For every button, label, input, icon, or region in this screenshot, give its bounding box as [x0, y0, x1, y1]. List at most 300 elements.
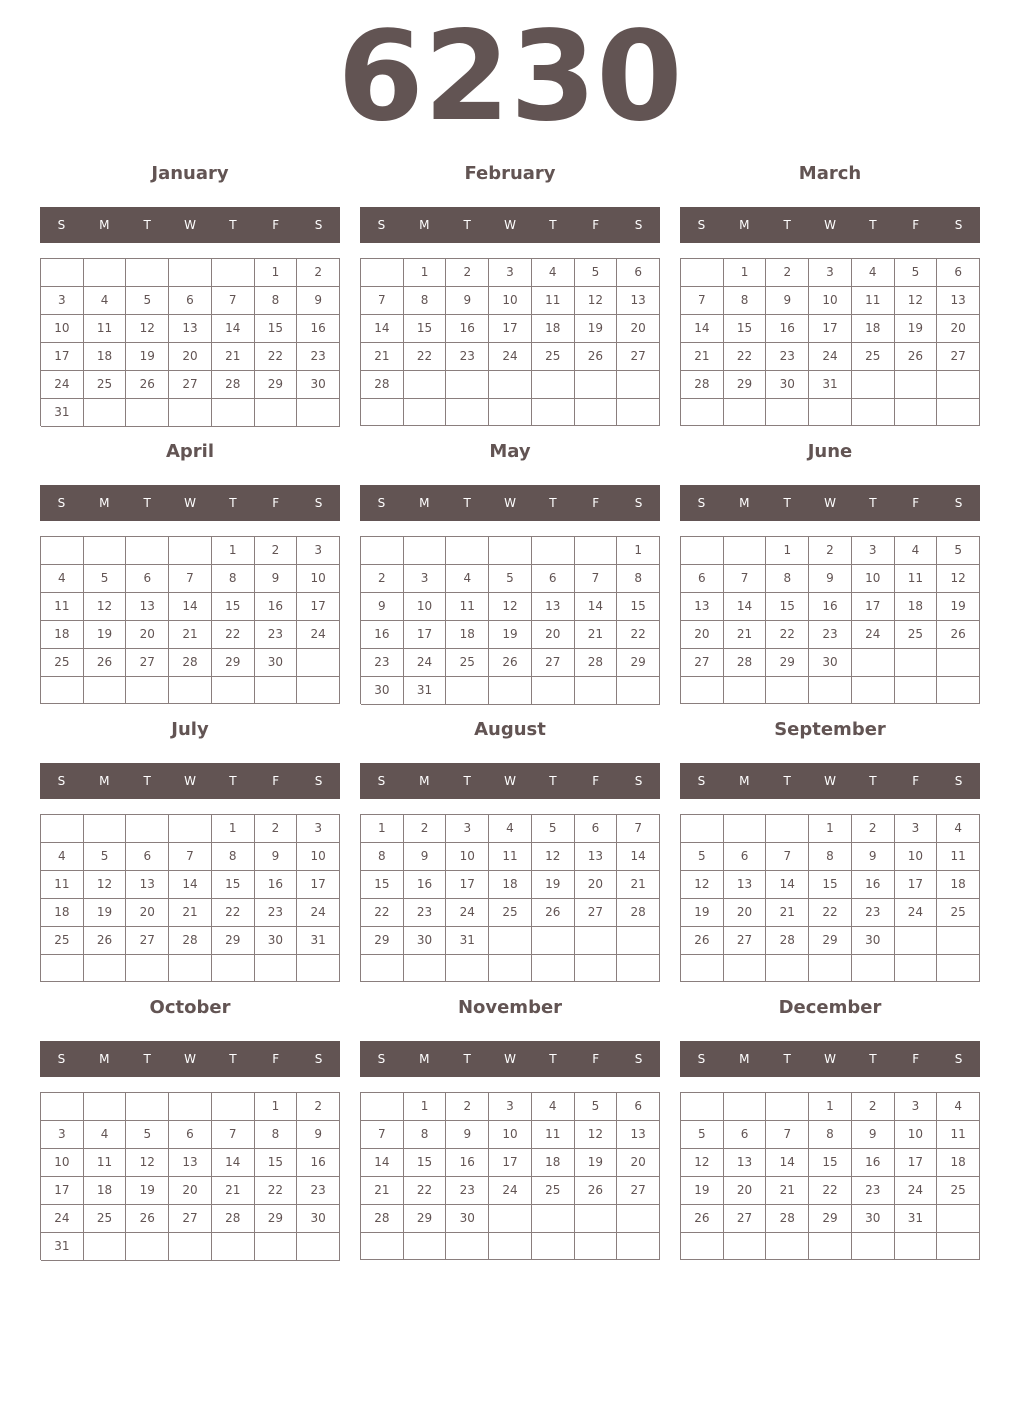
day-cell: 24 [404, 649, 447, 677]
day-cell: 26 [84, 649, 127, 677]
day-cell: 19 [575, 315, 618, 343]
weekday-label: F [272, 496, 280, 510]
day-cell: 12 [937, 565, 980, 593]
weekday-label: M [99, 774, 110, 788]
day-cell: 10 [895, 1121, 938, 1149]
day-cell: 25 [852, 343, 895, 371]
day-cell: 22 [404, 1177, 447, 1205]
weekday-header [680, 1041, 980, 1077]
month-name: August [474, 719, 546, 740]
empty-cell [169, 815, 212, 843]
empty-cell [809, 677, 852, 704]
weekday-label: S [634, 1052, 643, 1066]
days-grid [360, 1092, 660, 1260]
empty-cell [212, 1233, 255, 1261]
day-cell: 21 [724, 621, 767, 649]
day-cell: 18 [937, 1149, 980, 1177]
empty-cell [937, 955, 980, 982]
empty-cell [361, 1233, 404, 1260]
day-cell: 9 [766, 287, 809, 315]
day-cell: 21 [212, 343, 255, 371]
day-cell: 30 [766, 371, 809, 399]
day-cell: 27 [126, 649, 169, 677]
day-cell: 20 [532, 621, 575, 649]
weekday-label: T [463, 774, 471, 788]
day-cell: 7 [766, 1121, 809, 1149]
day-cell: 24 [489, 343, 532, 371]
day-cell: 20 [575, 871, 618, 899]
day-cell: 23 [255, 621, 298, 649]
empty-cell [126, 815, 169, 843]
day-cell: 28 [617, 899, 660, 927]
day-cell: 23 [852, 899, 895, 927]
day-cell: 22 [212, 899, 255, 927]
day-cell: 6 [617, 259, 660, 287]
day-cell: 24 [41, 371, 84, 399]
empty-cell [41, 1093, 84, 1121]
empty-cell [212, 955, 255, 982]
day-cell: 1 [212, 537, 255, 565]
day-cell: 1 [404, 259, 447, 287]
weekday-label: F [912, 774, 920, 788]
day-cell: 4 [84, 287, 127, 315]
day-cell: 6 [575, 815, 618, 843]
day-cell: 15 [617, 593, 660, 621]
weekday-label: S [57, 774, 66, 788]
day-cell: 21 [361, 1177, 404, 1205]
day-cell: 16 [297, 315, 340, 343]
day-cell: 10 [297, 565, 340, 593]
month-name: November [457, 997, 563, 1018]
empty-cell [575, 677, 618, 705]
day-cell: 17 [489, 1149, 532, 1177]
day-cell: 26 [84, 927, 127, 955]
day-cell: 10 [809, 287, 852, 315]
day-cell: 8 [404, 287, 447, 315]
weekday-label: S [57, 218, 66, 232]
day-cell: 31 [41, 399, 84, 427]
weekday-label: T [549, 774, 557, 788]
empty-cell [169, 955, 212, 982]
day-cell: 19 [681, 899, 724, 927]
day-cell: 28 [212, 1205, 255, 1233]
empty-cell [681, 537, 724, 565]
day-cell: 11 [895, 565, 938, 593]
day-cell: 13 [681, 593, 724, 621]
day-cell: 17 [489, 315, 532, 343]
day-cell: 16 [361, 621, 404, 649]
day-cell: 29 [361, 927, 404, 955]
day-cell: 8 [809, 1121, 852, 1149]
month-name: July [171, 719, 209, 740]
day-cell: 20 [169, 343, 212, 371]
day-cell: 9 [255, 843, 298, 871]
day-cell: 24 [41, 1205, 84, 1233]
day-cell: 27 [681, 649, 724, 677]
day-cell: 7 [617, 815, 660, 843]
day-cell: 21 [681, 343, 724, 371]
day-cell: 18 [532, 315, 575, 343]
day-cell: 23 [297, 1177, 340, 1205]
weekday-label: T [143, 496, 151, 510]
day-cell: 23 [809, 621, 852, 649]
day-cell: 24 [489, 1177, 532, 1205]
weekday-label: M [99, 218, 110, 232]
day-cell: 2 [404, 815, 447, 843]
empty-cell [681, 259, 724, 287]
day-cell: 27 [617, 343, 660, 371]
empty-cell [255, 1233, 298, 1261]
day-cell: 3 [489, 259, 532, 287]
days-grid [40, 258, 340, 426]
empty-cell [297, 955, 340, 982]
month-name: February [464, 163, 556, 184]
day-cell: 28 [681, 371, 724, 399]
weekday-label: F [592, 218, 600, 232]
day-cell: 16 [766, 315, 809, 343]
weekday-label: M [739, 1052, 750, 1066]
day-cell: 14 [212, 1149, 255, 1177]
day-cell: 12 [895, 287, 938, 315]
day-cell: 23 [297, 343, 340, 371]
empty-cell [212, 677, 255, 704]
weekday-label: S [954, 218, 963, 232]
empty-cell [681, 677, 724, 704]
day-cell: 25 [895, 621, 938, 649]
day-cell: 22 [255, 343, 298, 371]
day-cell: 3 [297, 537, 340, 565]
empty-cell [766, 955, 809, 982]
day-cell: 30 [255, 649, 298, 677]
day-cell: 29 [212, 927, 255, 955]
day-cell: 9 [404, 843, 447, 871]
days-grid [680, 536, 980, 704]
day-cell: 24 [895, 899, 938, 927]
empty-cell [41, 677, 84, 704]
empty-cell [404, 371, 447, 399]
empty-cell [212, 1093, 255, 1121]
empty-cell [489, 1233, 532, 1260]
empty-cell [724, 537, 767, 565]
day-cell: 14 [169, 593, 212, 621]
day-cell: 26 [126, 371, 169, 399]
weekday-header [360, 1041, 660, 1077]
empty-cell [404, 399, 447, 426]
empty-cell [681, 815, 724, 843]
day-cell: 7 [169, 565, 212, 593]
empty-cell [255, 955, 298, 982]
day-cell: 3 [489, 1093, 532, 1121]
empty-cell [255, 677, 298, 704]
weekday-label: T [549, 1052, 557, 1066]
day-cell: 5 [681, 843, 724, 871]
day-cell: 4 [937, 815, 980, 843]
day-cell: 23 [255, 899, 298, 927]
empty-cell [41, 537, 84, 565]
month-name: June [807, 441, 853, 462]
day-cell: 2 [446, 1093, 489, 1121]
empty-cell [489, 927, 532, 955]
day-cell: 6 [169, 1121, 212, 1149]
day-cell: 17 [41, 1177, 84, 1205]
weekday-label: W [184, 496, 196, 510]
day-cell: 29 [766, 649, 809, 677]
day-cell: 21 [575, 621, 618, 649]
empty-cell [895, 955, 938, 982]
day-cell: 6 [724, 843, 767, 871]
empty-cell [255, 399, 298, 427]
day-cell: 28 [766, 927, 809, 955]
day-cell: 13 [169, 315, 212, 343]
weekday-label: M [419, 774, 430, 788]
day-cell: 7 [212, 287, 255, 315]
day-cell: 9 [361, 593, 404, 621]
empty-cell [489, 677, 532, 705]
weekday-label: T [783, 1052, 791, 1066]
day-cell: 6 [617, 1093, 660, 1121]
day-cell: 31 [809, 371, 852, 399]
weekday-label: M [739, 496, 750, 510]
day-cell: 4 [532, 259, 575, 287]
weekday-label: F [592, 1052, 600, 1066]
empty-cell [681, 955, 724, 982]
weekday-label: W [184, 1052, 196, 1066]
empty-cell [297, 649, 340, 677]
day-cell: 28 [361, 1205, 404, 1233]
weekday-header [40, 485, 340, 521]
day-cell: 7 [361, 1121, 404, 1149]
day-cell: 29 [255, 1205, 298, 1233]
weekday-header [680, 207, 980, 243]
empty-cell [532, 1205, 575, 1233]
day-cell: 21 [617, 871, 660, 899]
weekday-header [40, 207, 340, 243]
day-cell: 12 [575, 287, 618, 315]
weekday-label: T [229, 1052, 237, 1066]
weekday-label: M [419, 1052, 430, 1066]
day-cell: 16 [852, 1149, 895, 1177]
day-cell: 11 [446, 593, 489, 621]
day-cell: 28 [724, 649, 767, 677]
day-cell: 3 [446, 815, 489, 843]
day-cell: 3 [852, 537, 895, 565]
month-name: April [165, 441, 215, 462]
weekday-label: W [184, 218, 196, 232]
weekday-label: T [869, 218, 877, 232]
day-cell: 12 [126, 1149, 169, 1177]
day-cell: 14 [575, 593, 618, 621]
empty-cell [446, 537, 489, 565]
weekday-label: T [783, 218, 791, 232]
day-cell: 3 [895, 1093, 938, 1121]
day-cell: 25 [532, 1177, 575, 1205]
day-cell: 8 [617, 565, 660, 593]
day-cell: 20 [169, 1177, 212, 1205]
weekday-label: S [57, 496, 66, 510]
empty-cell [895, 399, 938, 426]
day-cell: 7 [681, 287, 724, 315]
day-cell: 16 [446, 1149, 489, 1177]
day-cell: 15 [404, 315, 447, 343]
day-cell: 18 [532, 1149, 575, 1177]
day-cell: 14 [724, 593, 767, 621]
day-cell: 15 [809, 1149, 852, 1177]
day-cell: 2 [446, 259, 489, 287]
month-name: October [149, 997, 231, 1018]
day-cell: 1 [361, 815, 404, 843]
day-cell: 24 [852, 621, 895, 649]
day-cell: 19 [126, 343, 169, 371]
weekday-label: M [739, 774, 750, 788]
days-grid [360, 814, 660, 982]
empty-cell [895, 649, 938, 677]
day-cell: 1 [766, 537, 809, 565]
empty-cell [169, 537, 212, 565]
empty-cell [84, 1093, 127, 1121]
day-cell: 8 [724, 287, 767, 315]
day-cell: 14 [361, 1149, 404, 1177]
day-cell: 11 [84, 1149, 127, 1177]
empty-cell [766, 399, 809, 426]
day-cell: 3 [41, 1121, 84, 1149]
weekday-label: S [377, 218, 386, 232]
day-cell: 5 [84, 843, 127, 871]
day-cell: 2 [809, 537, 852, 565]
day-cell: 31 [41, 1233, 84, 1261]
day-cell: 28 [169, 927, 212, 955]
day-cell: 5 [126, 1121, 169, 1149]
weekday-label: F [912, 496, 920, 510]
day-cell: 23 [446, 343, 489, 371]
empty-cell [766, 1093, 809, 1121]
empty-cell [126, 537, 169, 565]
empty-cell [126, 677, 169, 704]
day-cell: 30 [404, 927, 447, 955]
empty-cell [126, 1093, 169, 1121]
day-cell: 8 [212, 565, 255, 593]
day-cell: 17 [404, 621, 447, 649]
empty-cell [575, 955, 618, 982]
day-cell: 3 [297, 815, 340, 843]
day-cell: 17 [895, 1149, 938, 1177]
day-cell: 20 [724, 899, 767, 927]
empty-cell [489, 1205, 532, 1233]
empty-cell [809, 1233, 852, 1260]
weekday-header [680, 485, 980, 521]
day-cell: 31 [895, 1205, 938, 1233]
day-cell: 6 [937, 259, 980, 287]
day-cell: 15 [361, 871, 404, 899]
weekday-label: T [549, 218, 557, 232]
day-cell: 10 [895, 843, 938, 871]
day-cell: 24 [895, 1177, 938, 1205]
weekday-label: F [272, 774, 280, 788]
day-cell: 16 [255, 593, 298, 621]
day-cell: 29 [255, 371, 298, 399]
day-cell: 23 [404, 899, 447, 927]
day-cell: 23 [852, 1177, 895, 1205]
weekday-label: W [824, 218, 836, 232]
empty-cell [617, 371, 660, 399]
day-cell: 4 [937, 1093, 980, 1121]
weekday-label: S [634, 496, 643, 510]
day-cell: 26 [489, 649, 532, 677]
weekday-label: M [99, 496, 110, 510]
weekday-label: S [954, 496, 963, 510]
day-cell: 12 [681, 871, 724, 899]
day-cell: 25 [446, 649, 489, 677]
empty-cell [84, 677, 127, 704]
day-cell: 2 [766, 259, 809, 287]
day-cell: 12 [681, 1149, 724, 1177]
day-cell: 6 [126, 843, 169, 871]
weekday-label: S [954, 774, 963, 788]
day-cell: 4 [84, 1121, 127, 1149]
day-cell: 14 [617, 843, 660, 871]
day-cell: 10 [404, 593, 447, 621]
day-cell: 27 [126, 927, 169, 955]
day-cell: 22 [255, 1177, 298, 1205]
day-cell: 28 [766, 1205, 809, 1233]
day-cell: 26 [681, 927, 724, 955]
weekday-label: T [783, 774, 791, 788]
day-cell: 27 [169, 1205, 212, 1233]
day-cell: 25 [937, 1177, 980, 1205]
day-cell: 12 [84, 871, 127, 899]
day-cell: 16 [255, 871, 298, 899]
weekday-label: S [634, 774, 643, 788]
empty-cell [532, 371, 575, 399]
empty-cell [361, 259, 404, 287]
day-cell: 10 [41, 315, 84, 343]
weekday-label: S [377, 496, 386, 510]
day-cell: 8 [404, 1121, 447, 1149]
day-cell: 30 [297, 1205, 340, 1233]
day-cell: 27 [937, 343, 980, 371]
day-cell: 16 [446, 315, 489, 343]
day-cell: 18 [41, 899, 84, 927]
day-cell: 28 [212, 371, 255, 399]
weekday-label: T [783, 496, 791, 510]
day-cell: 21 [169, 621, 212, 649]
empty-cell [937, 399, 980, 426]
day-cell: 22 [617, 621, 660, 649]
day-cell: 2 [361, 565, 404, 593]
weekday-label: S [57, 1052, 66, 1066]
empty-cell [895, 371, 938, 399]
day-cell: 4 [895, 537, 938, 565]
day-cell: 12 [575, 1121, 618, 1149]
empty-cell [169, 677, 212, 704]
day-cell: 5 [895, 259, 938, 287]
weekday-label: S [377, 1052, 386, 1066]
day-cell: 26 [937, 621, 980, 649]
day-cell: 18 [852, 315, 895, 343]
day-cell: 3 [404, 565, 447, 593]
day-cell: 10 [297, 843, 340, 871]
empty-cell [489, 399, 532, 426]
empty-cell [84, 537, 127, 565]
day-cell: 19 [84, 899, 127, 927]
day-cell: 6 [724, 1121, 767, 1149]
weekday-label: W [504, 218, 516, 232]
empty-cell [617, 955, 660, 982]
day-cell: 6 [532, 565, 575, 593]
day-cell: 17 [297, 871, 340, 899]
day-cell: 3 [809, 259, 852, 287]
empty-cell [489, 955, 532, 982]
day-cell: 7 [575, 565, 618, 593]
